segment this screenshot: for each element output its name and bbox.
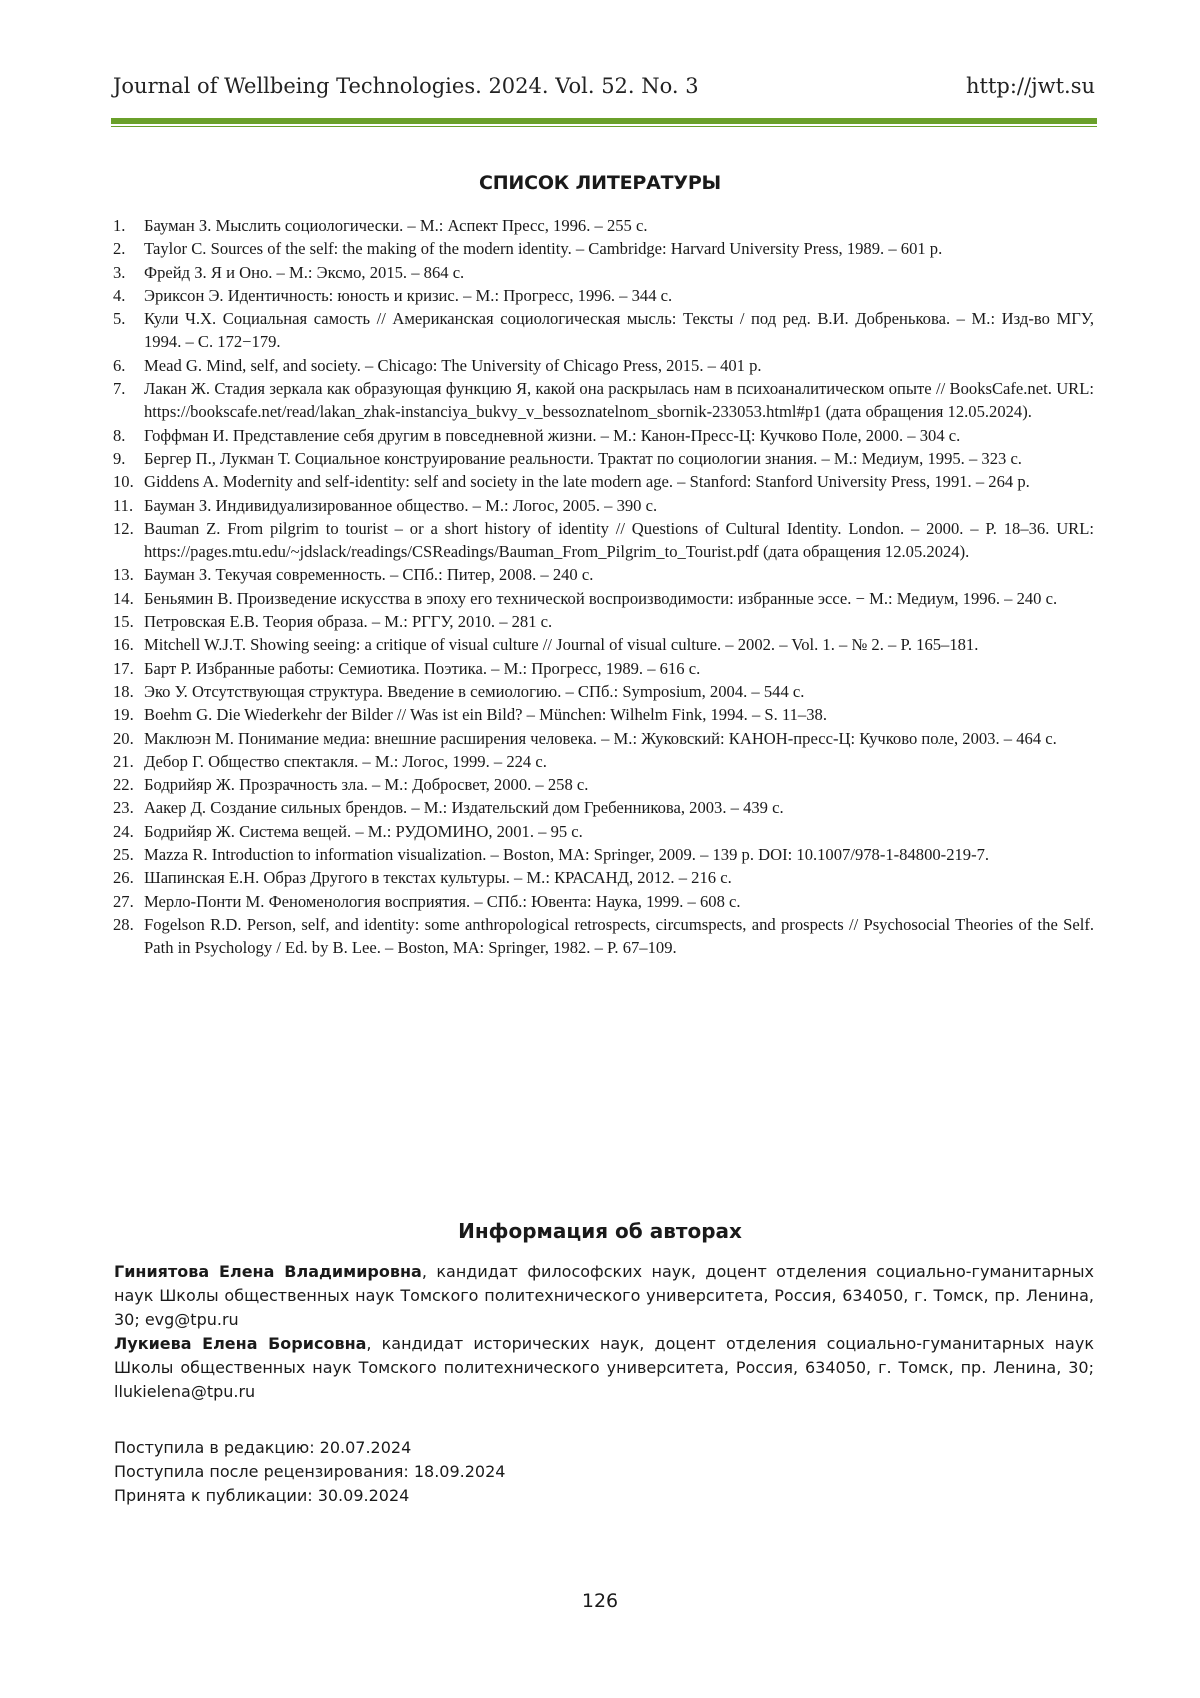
reference-number: 27. (113, 890, 144, 913)
authors-info (114, 1260, 1094, 1404)
author-entry (114, 1332, 1094, 1404)
reference-text: Fogelson R.D. Person, self, and identity: some anthropological retrospects, circumspects, and prospects // Psychosocial Theories of the Self. Path in Psychology / Ed. by B. Lee. – Boston, MA: Springer, 1982. – P. 67–109. (144, 913, 1094, 960)
reference-text: Mead G. Mind, self, and society. – Chicago: The University of Chicago Press, 2015. – 401 p. (144, 354, 1094, 377)
reference-number: 21. (113, 750, 144, 773)
reference-text: Барт Р. Избранные работы: Семиотика. Поэтика. – М.: Прогресс, 1989. – 616 с. (144, 657, 1094, 680)
reference-number: 22. (113, 773, 144, 796)
reference-number: 12. (113, 517, 144, 540)
reference-text: Аакер Д. Создание сильных брендов. – М.: Издательский дом Гребенникова, 2003. – 439 с. (144, 796, 1094, 819)
publication-dates (114, 1436, 505, 1508)
reference-item (113, 796, 1094, 819)
reference-item (113, 563, 1094, 586)
reference-number: 1. (113, 214, 144, 237)
reference-item (113, 284, 1094, 307)
reference-item (113, 587, 1094, 610)
reference-number: 6. (113, 354, 144, 377)
reference-number: 18. (113, 680, 144, 703)
reference-number: 26. (113, 866, 144, 889)
reference-item (113, 354, 1094, 377)
author-details: , кандидат исторических наук, доцент отделения социально-гуманитарных наук Школы общественных наук Томского политехнического университета, Россия, 634050, г. Томск, пр. Ленина, 30; llukielena@tpu.ru (114, 1334, 1094, 1401)
page-number: 126 (0, 1590, 1200, 1612)
reference-text: Фрейд З. Я и Оно. – М.: Эксмо, 2015. – 864 с. (144, 261, 1094, 284)
reference-item (113, 377, 1094, 424)
reference-text: Лакан Ж. Стадия зеркала как образующая функцию Я, какой она раскрылась нам в психоаналитическом опыте // BooksCafe.net. URL: https://bookscafe.net/read/lakan_zhak-instanciya_bukvy_v_bessoznatelnom_sbornik-233053.html#p1 (дата обращения 12.05.2024). (144, 377, 1094, 424)
reference-text: Эко У. Отсутствующая структура. Введение в семиологию. – СПб.: Symposium, 2004. – 544 с. (144, 680, 1094, 703)
reference-number: 3. (113, 261, 144, 284)
reference-text: Бауман З. Индивидуализированное общество. – М.: Логос, 2005. – 390 с. (144, 494, 1094, 517)
reference-text: Бодрийяр Ж. Прозрачность зла. – М.: Добросвет, 2000. – 258 с. (144, 773, 1094, 796)
reference-text: Маклюэн М. Понимание медиа: внешние расширения человека. – М.: Жуковский: КАНОН-пресс-Ц: Кучково поле, 2003. – 464 с. (144, 727, 1094, 750)
journal-title: Journal of Wellbeing Technologies. 2024. Vol. 52. No. 3 (113, 74, 699, 98)
references-heading: СПИСОК ЛИТЕРАТУРЫ (0, 172, 1200, 194)
reference-number: 25. (113, 843, 144, 866)
reference-text: Mitchell W.J.T. Showing seeing: a critique of visual culture // Journal of visual culture. – 2002. – Vol. 1. – № 2. – P. 165–181. (144, 633, 1094, 656)
reference-text: Эриксон Э. Идентичность: юность и кризис. – М.: Прогресс, 1996. – 344 с. (144, 284, 1094, 307)
reference-item (113, 866, 1094, 889)
journal-url[interactable]: http://jwt.su (966, 74, 1095, 98)
reference-item (113, 447, 1094, 470)
reference-number: 24. (113, 820, 144, 843)
author-name: Лукиева Елена Борисовна (114, 1334, 366, 1353)
reference-text: Бауман З. Текучая современность. – СПб.: Питер, 2008. – 240 с. (144, 563, 1094, 586)
reference-item (113, 680, 1094, 703)
reference-number: 15. (113, 610, 144, 633)
reference-item (113, 517, 1094, 564)
reference-item (113, 750, 1094, 773)
reference-number: 2. (113, 237, 144, 260)
reference-item (113, 773, 1094, 796)
reference-number: 14. (113, 587, 144, 610)
reference-number: 8. (113, 424, 144, 447)
reference-item (113, 727, 1094, 750)
reference-text: Гоффман И. Представление себя другим в повседневной жизни. – М.: Канон-Пресс-Ц: Кучково Поле, 2000. – 304 с. (144, 424, 1094, 447)
reference-number: 16. (113, 633, 144, 656)
header-rule-thin (111, 126, 1097, 127)
author-details: , кандидат философских наук, доцент отделения социально-гуманитарных наук Школы общественных наук Томского политехнического университета, Россия, 634050, г. Томск, пр. Ленина, 30; evg@tpu.ru (114, 1262, 1094, 1329)
reference-text: Бауман З. Мыслить социологически. – М.: Аспект Пресс, 1996. – 255 с. (144, 214, 1094, 237)
reference-item (113, 494, 1094, 517)
reference-number: 7. (113, 377, 144, 400)
author-name: Гиниятова Елена Владимировна (114, 1262, 422, 1281)
reference-item (113, 843, 1094, 866)
reference-item (113, 633, 1094, 656)
reference-text: Giddens A. Modernity and self-identity: self and society in the late modern age. – Stanford: Stanford University Press, 1991. – 264 p. (144, 470, 1094, 493)
reference-text: Boehm G. Die Wiederkehr der Bilder // Was ist ein Bild? – München: Wilhelm Fink, 1994. – S. 11–38. (144, 703, 1094, 726)
reference-item (113, 470, 1094, 493)
reference-number: 4. (113, 284, 144, 307)
reference-text: Дебор Г. Общество спектакля. – М.: Логос, 1999. – 224 с. (144, 750, 1094, 773)
reference-item (113, 424, 1094, 447)
date-received: Поступила в редакцию: 20.07.2024 (114, 1436, 505, 1460)
reference-item (113, 237, 1094, 260)
header-rule (111, 118, 1097, 124)
date-accepted: Принята к публикации: 30.09.2024 (114, 1484, 505, 1508)
reference-text: Шапинская Е.Н. Образ Другого в текстах культуры. – М.: КРАСАНД, 2012. – 216 с. (144, 866, 1094, 889)
reference-number: 13. (113, 563, 144, 586)
authors-heading: Информация об авторах (0, 1219, 1200, 1243)
reference-text: Кули Ч.Х. Социальная самость // Американская социологическая мысль: Тексты / под ред. В.И. Добренькова. – М.: Изд-во МГУ, 1994. – С. 172−179. (144, 307, 1094, 354)
reference-item (113, 703, 1094, 726)
reference-item (113, 657, 1094, 680)
reference-number: 9. (113, 447, 144, 470)
reference-text: Бодрийяр Ж. Система вещей. – М.: РУДОМИНО, 2001. – 95 с. (144, 820, 1094, 843)
reference-number: 5. (113, 307, 144, 330)
reference-number: 17. (113, 657, 144, 680)
reference-item (113, 214, 1094, 237)
date-revised: Поступила после рецензирования: 18.09.2024 (114, 1460, 505, 1484)
reference-list (113, 214, 1094, 960)
reference-item (113, 820, 1094, 843)
reference-number: 23. (113, 796, 144, 819)
reference-number: 11. (113, 494, 144, 517)
reference-number: 28. (113, 913, 144, 936)
reference-text: Bauman Z. From pilgrim to tourist – or a short history of identity // Questions of Cultural Identity. London. – 2000. – P. 18–36. URL: https://pages.mtu.edu/~jdslack/readings/CSReadings/Bauman_From_Pilgrim_to_Tourist.pdf (дата обращения 12.05.2024). (144, 517, 1094, 564)
reference-text: Петровская Е.В. Теория образа. – М.: РГГУ, 2010. – 281 с. (144, 610, 1094, 633)
reference-number: 20. (113, 727, 144, 750)
author-entry (114, 1260, 1094, 1332)
reference-item (113, 890, 1094, 913)
reference-number: 10. (113, 470, 144, 493)
reference-item (113, 913, 1094, 960)
reference-item (113, 261, 1094, 284)
reference-text: Мерло-Понти М. Феноменология восприятия. – СПб.: Ювента: Наука, 1999. – 608 с. (144, 890, 1094, 913)
reference-item (113, 610, 1094, 633)
reference-text: Беньямин В. Произведение искусства в эпоху его технической воспроизводимости: избранные эссе. − М.: Медиум, 1996. – 240 с. (144, 587, 1094, 610)
reference-item (113, 307, 1094, 354)
reference-text: Mazza R. Introduction to information visualization. – Boston, MA: Springer, 2009. – 139 p. DOI: 10.1007/978-1-84800-219-7. (144, 843, 1094, 866)
reference-text: Taylor C. Sources of the self: the making of the modern identity. – Cambridge: Harvard University Press, 1989. – 601 p. (144, 237, 1094, 260)
reference-text: Бергер П., Лукман Т. Социальное конструирование реальности. Трактат по социологии знания. – М.: Медиум, 1995. – 323 с. (144, 447, 1094, 470)
running-header (113, 74, 1095, 98)
reference-number: 19. (113, 703, 144, 726)
